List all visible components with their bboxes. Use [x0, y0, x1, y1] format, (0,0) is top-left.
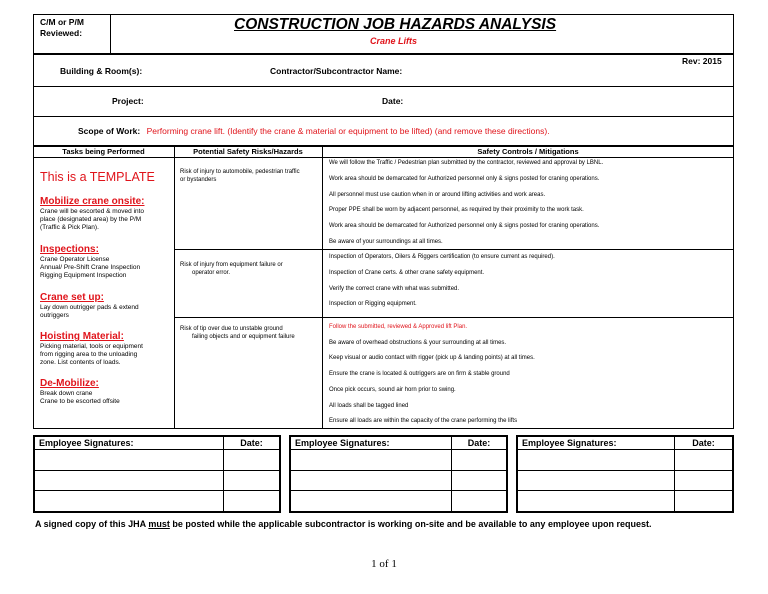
- control-1-3: All personnel must use caution when in or around lifting activities and work areas.: [329, 192, 546, 198]
- signature-field[interactable]: [291, 470, 452, 491]
- signature-date-field[interactable]: [224, 491, 280, 512]
- header-tasks: Tasks being Performed: [62, 147, 145, 156]
- signature-date-label: Date:: [675, 437, 733, 450]
- control-1-5: Work area should be demarcated for Authorized personnel only & signs posted for craning operations.: [329, 223, 600, 229]
- document-title: CONSTRUCTION JOB HAZARDS ANALYSIS: [234, 16, 557, 33]
- info-row-divider-1: [33, 86, 734, 87]
- scope-value: Performing crane lift. (Identify the crane & material or equipment to be lifted) (and remove these directions).: [146, 126, 550, 136]
- risk-2: [180, 261, 322, 277]
- building-label: Building & Room(s):: [60, 66, 143, 76]
- control-1-4: Proper PPE shall be worn by adjacent personnel, as required by their proximity to the work task.: [329, 207, 584, 213]
- control-2-3: Verify the correct crane with what was submitted.: [329, 286, 460, 292]
- signature-date-field[interactable]: [675, 470, 733, 491]
- signature-field[interactable]: [518, 450, 675, 471]
- template-label: This is a TEMPLATE: [40, 170, 155, 184]
- reviewed-label: C/M or P/M Reviewed:: [40, 17, 84, 38]
- control-2-2: Inspection of Crane certs. & other crane safety equipment.: [329, 270, 485, 276]
- scope-label: Scope of Work:: [78, 126, 141, 136]
- column-divider-1: [174, 146, 175, 429]
- signature-date-field[interactable]: [224, 470, 280, 491]
- table-header-divider: [33, 157, 734, 158]
- control-1-2: Work area should be demarcated for Authorized personnel only & signs posted for craning operations.: [329, 176, 600, 182]
- header-divider: [110, 14, 111, 54]
- risk-1-line-2: or bystanders: [180, 177, 217, 183]
- risk-1: [180, 168, 322, 184]
- signature-field[interactable]: [35, 450, 224, 471]
- info-row-divider-2: [33, 116, 734, 117]
- task-hoisting-text-1: Picking material, tools or equipment: [40, 343, 143, 350]
- risk-3-line-1: Risk of tip over due to unstable ground: [180, 326, 283, 332]
- task-mobilize-text-3: (Traffic & Pick Plan).: [40, 224, 99, 231]
- signature-date-field[interactable]: [224, 450, 280, 471]
- risk-2-line-2: operator error.: [192, 270, 231, 276]
- task-inspections-text-3: Rigging Equipment Inspection: [40, 272, 127, 279]
- notice-before: A signed copy of this JHA: [35, 519, 149, 529]
- task-mobilize-text-2: place (designated area) by the P/M: [40, 216, 142, 223]
- notice-must: must: [148, 519, 170, 529]
- task-setup-text-2: outriggers: [40, 312, 69, 319]
- signature-date-field[interactable]: [452, 470, 507, 491]
- control-3-lift-plan: Follow the submitted, reviewed & Approved lift Plan.: [329, 324, 468, 330]
- task-inspections-title: Inspections:: [40, 244, 99, 255]
- task-hoisting-text-2: from rigging area to the unloading: [40, 351, 138, 358]
- signature-date-label: Date:: [224, 437, 280, 450]
- signature-table-2: [289, 435, 508, 513]
- task-mobilize-title: Mobilize crane onsite:: [40, 196, 145, 207]
- control-3-5: All loads shall be tagged lined: [329, 403, 409, 409]
- task-mobilize-text-1: Crane will be escorted & moved into: [40, 208, 145, 215]
- signature-table-3: [516, 435, 734, 513]
- signature-field[interactable]: [518, 470, 675, 491]
- page-number: 1 of 1: [371, 558, 397, 570]
- signature-field[interactable]: [291, 491, 452, 512]
- column-divider-2: [322, 146, 323, 429]
- document-subtitle: Crane Lifts: [370, 36, 418, 46]
- date-label: Date:: [382, 96, 404, 106]
- posting-notice: [35, 519, 651, 529]
- task-inspections-text-2: Annual/ Pre-Shift Crane Inspection: [40, 264, 141, 271]
- signature-header-label: Employee Signatures:: [35, 437, 224, 450]
- risk-3: [180, 325, 322, 341]
- task-setup-title: Crane set up:: [40, 292, 104, 303]
- signature-date-label: Date:: [452, 437, 507, 450]
- task-setup-text-1: Lay down outrigger pads & extend: [40, 304, 139, 311]
- task-hoisting-text-3: zone. List contents of loads.: [40, 359, 121, 366]
- control-3-4: Once pick occurs, sound air horn prior to swing.: [329, 387, 456, 393]
- project-label: Project:: [112, 96, 144, 106]
- signature-date-field[interactable]: [452, 491, 507, 512]
- control-1-1: We will follow the Traffic / Pedestrian plan submitted by the contractor, reviewed and approval by LBNL.: [329, 160, 604, 166]
- task-inspections: [40, 244, 174, 280]
- signature-header-label: Employee Signatures:: [518, 437, 675, 450]
- task-hoisting: [40, 331, 174, 367]
- control-3-3: Ensure the crane is located & outriggers are on firm & stable ground: [329, 371, 510, 377]
- signature-field[interactable]: [518, 491, 675, 512]
- task-demobilize-text-1: Break down crane: [40, 390, 93, 397]
- task-setup: [40, 292, 174, 320]
- risk-2-line-1: Risk of injury from equipment failure or: [180, 262, 283, 268]
- header-controls: Safety Controls / Mitigations: [477, 147, 579, 156]
- control-2-4: Inspection or Rigging equipment.: [329, 301, 417, 307]
- notice-after: be posted while the applicable subcontractor is working on-site and be available to any employee upon request.: [169, 519, 652, 529]
- task-demobilize: [40, 378, 174, 406]
- control-2-1: Inspection of Operators, Oilers & Riggers certification (to ensure current as required).: [329, 254, 555, 260]
- signature-table-1: [33, 435, 281, 513]
- task-demobilize-text-2: Crane to be escorted offsite: [40, 398, 120, 405]
- signature-date-field[interactable]: [452, 450, 507, 471]
- signature-header-label: Employee Signatures:: [291, 437, 452, 450]
- contractor-label: Contractor/Subcontractor Name:: [270, 66, 403, 76]
- row-divider-2: [174, 317, 734, 318]
- control-3-2: Keep visual or audio contact with rigger (pick up & landing points) at all times.: [329, 355, 535, 361]
- signature-field[interactable]: [35, 491, 224, 512]
- control-3-6: Ensure all loads are within the capacity of the crane performing the lifts: [329, 418, 518, 424]
- task-mobilize: [40, 196, 174, 232]
- task-inspections-text-1: Crane Operator License: [40, 256, 110, 263]
- signature-date-field[interactable]: [675, 491, 733, 512]
- task-demobilize-title: De-Mobilize:: [40, 378, 99, 389]
- rev-label: Rev: 2015: [682, 56, 722, 66]
- row-divider-1: [174, 249, 734, 250]
- signature-field[interactable]: [35, 470, 224, 491]
- task-hoisting-title: Hoisting Material:: [40, 331, 124, 342]
- risk-3-line-2: failing objects and or equipment failure: [192, 334, 295, 340]
- header-risks: Potential Safety Risks/Hazards: [193, 147, 303, 156]
- control-3-1: Be aware of overhead obstructions & your surrounding at all times.: [329, 340, 507, 346]
- signature-field[interactable]: [291, 450, 452, 471]
- risk-1-line-1: Risk of injury to automobile, pedestrian traffic: [180, 169, 300, 175]
- scope-row: [78, 126, 550, 136]
- signature-date-field[interactable]: [675, 450, 733, 471]
- control-1-6: Be aware of your surroundings at all times.: [329, 239, 443, 245]
